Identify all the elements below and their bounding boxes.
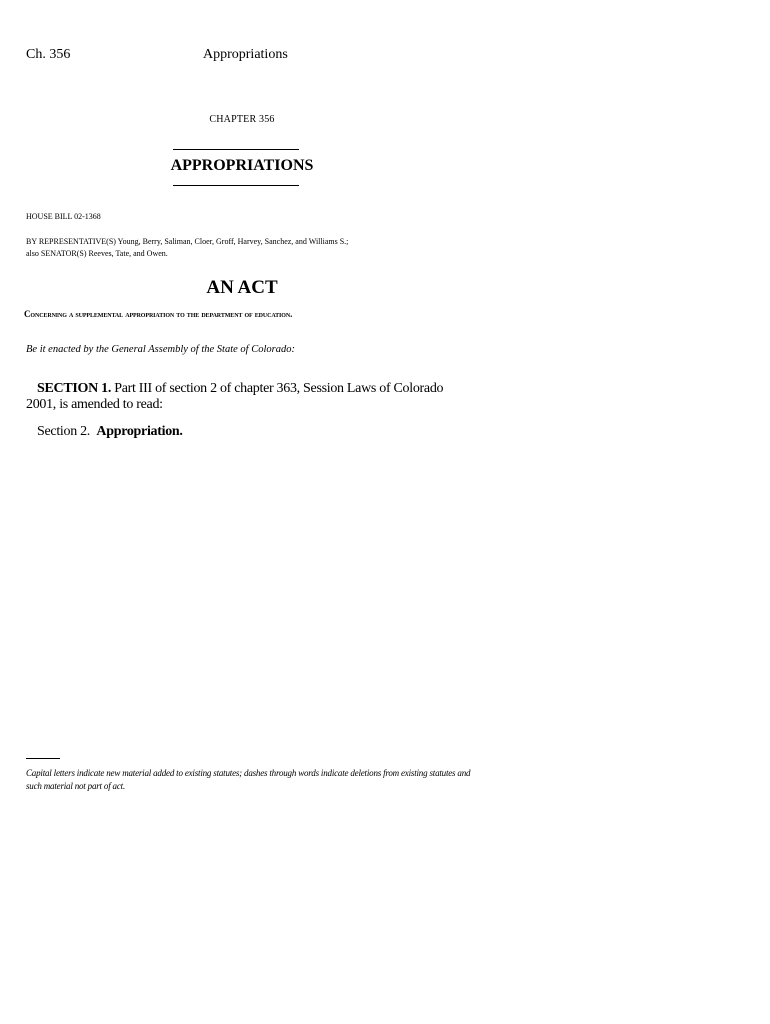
section-2-heading: Appropriation. — [96, 424, 183, 439]
title-rule-top — [173, 149, 299, 150]
footnote: Capital letters indicate new material added to existing statutes; dashes through words indicate deletions from existing statutes and such material not part of act. — [26, 768, 471, 791]
sponsors-representatives: BY REPRESENTATIVE(S) Young, Berry, Saliman, Cloer, Groff, Harvey, Sanchez, and Williams S.; — [26, 237, 349, 246]
section-2-prefix: Section 2. — [37, 424, 90, 439]
bill-number: HOUSE BILL 02-1368 — [26, 212, 101, 221]
act-heading: AN ACT — [206, 277, 278, 298]
running-header-chapter: Ch. 356 — [26, 47, 71, 62]
chapter-label: CHAPTER 356 — [209, 114, 275, 125]
footnote-rule — [26, 758, 60, 759]
title-rule-bottom — [173, 185, 299, 186]
sponsors-senators: also SENATOR(S) Reeves, Tate, and Owen. — [26, 249, 168, 258]
section-1-heading: SECTION 1. — [37, 381, 112, 396]
act-subject: Concerning a supplemental appropriation to the department of education. — [24, 309, 293, 319]
section-1-text: Part III of section 2 of chapter 363, Session Laws of Colorado 2001, is amended to read: — [26, 381, 444, 412]
chapter-title: APPROPRIATIONS — [170, 157, 314, 174]
section-1-paragraph — [26, 381, 466, 413]
running-header-title: Appropriations — [203, 47, 288, 62]
enacting-clause: Be it enacted by the General Assembly of the State of Colorado: — [26, 344, 295, 355]
section-2-line — [37, 424, 183, 440]
